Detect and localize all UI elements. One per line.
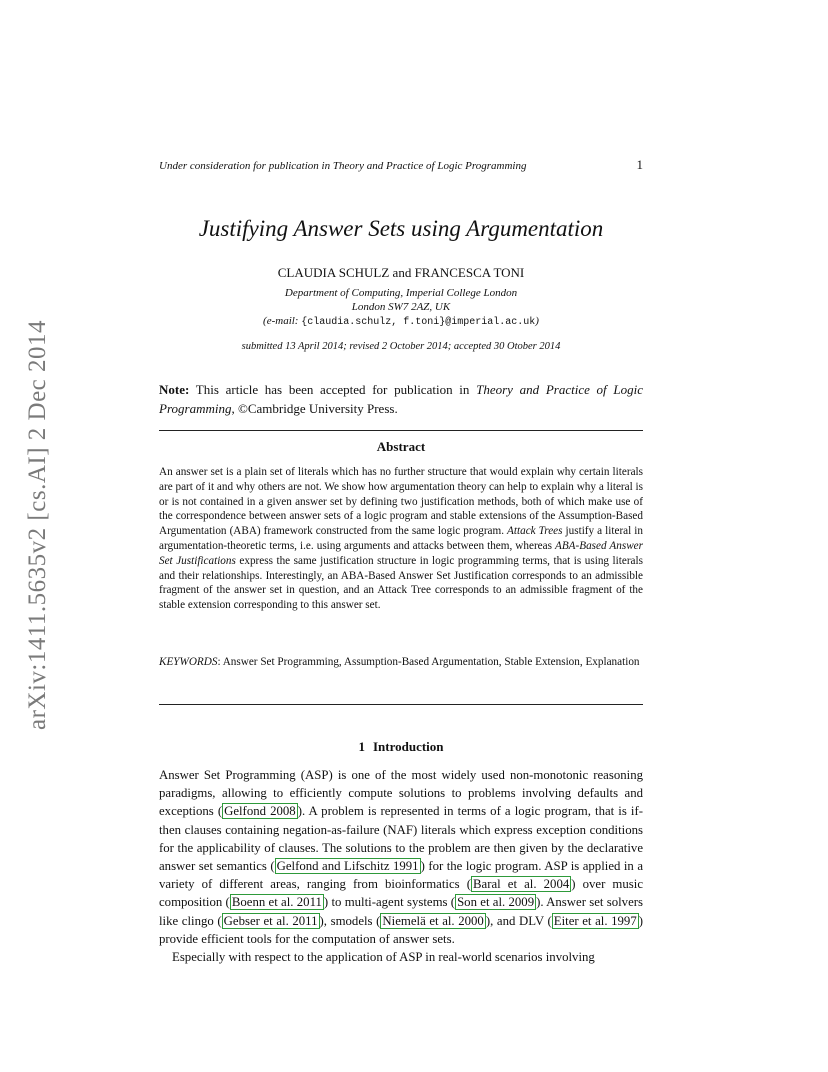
keywords: KEYWORDS: Answer Set Programming, Assumption-Based Argumentation, Stable Extension, Explanation <box>159 656 640 668</box>
citation-link[interactable]: Niemelä et al. 2000 <box>382 913 484 928</box>
intro-paragraph-2: Especially with respect to the application of ASP in real-world scenarios involving <box>172 950 595 965</box>
paper-title: Justifying Answer Sets using Argumentation <box>198 216 604 241</box>
section-title: Introduction <box>372 739 444 754</box>
section-number: 1 <box>358 739 365 754</box>
email-line: (e-mail: {claudia.schulz, f.toni}@imperial.ac.uk) <box>263 315 539 328</box>
divider-bottom <box>159 704 643 705</box>
introduction-text <box>159 766 643 966</box>
abstract-body: An answer set is a plain set of literals which has no further structure that would explain why certain literals are part of it and why others are not. We show how argumentation theory can help to explain why a literal is or is not contained in a given answer set by defining two justification methods, both of which make use of the correspondence between answer sets of a logic program and stable extensions of the Assumption-Based Argumentation (ABA) framework constructed from the same logic program. Attack Trees justify a literal in argumentation-theoretic terms, i.e. using arguments and attacks between them, whereas ABA-Based Answer Set Justifications express the same justification structure in logic programming terms, that is using literals and their relationships. Interestingly, an ABA-Based Answer Set Justification corresponds to an admissible fragment of the answer set in question, and an Attack Tree corresponds to an admissible fragment of the stable extension corresponding to this answer set. <box>159 466 643 612</box>
citation-link[interactable]: Boenn et al. 2011 <box>231 895 322 910</box>
running-head-text: Under consideration for publication in Theory and Practice of Logic Programming <box>159 160 527 172</box>
section-heading <box>159 739 643 755</box>
keywords-label: KEYWORDS <box>159 656 218 668</box>
citation-link[interactable]: Eiter et al. 1997 <box>553 913 637 928</box>
authors: CLAUDIA SCHULZ and FRANCESCA TONI <box>277 265 525 280</box>
arxiv-id: arXiv:1411.5635v2 [cs.AI] 2 Dec 2014 <box>24 319 52 731</box>
note-label: Note: <box>159 382 190 397</box>
citation-link[interactable]: Son et al. 2009 <box>457 895 535 910</box>
affiliation <box>159 286 643 330</box>
affiliation-line-1: Department of Computing, Imperial College London <box>284 287 518 299</box>
email-address: {claudia.schulz, f.toni}@imperial.ac.uk <box>301 317 536 328</box>
citation-link[interactable]: Gelfond 2008 <box>224 804 296 819</box>
abstract-heading: Abstract <box>376 439 426 454</box>
divider-top <box>159 430 643 431</box>
citation-link[interactable]: Gelfond and Lifschitz 1991 <box>276 859 419 874</box>
citation-link[interactable]: Baral et al. 2004 <box>473 877 570 892</box>
submission-dates: submitted 13 April 2014; revised 2 October 2014; accepted 30 Otober 2014 <box>241 341 561 352</box>
running-header <box>159 157 643 173</box>
page-number: 1 <box>636 157 643 172</box>
term-aba-justifications: ABA-Based Answer Set Justifications <box>159 539 643 567</box>
arxiv-sidebar-stamp <box>12 300 64 750</box>
journal-name: Theory and Practice of Logic Programming <box>159 382 643 416</box>
affiliation-line-2: London SW7 2AZ, UK <box>351 301 451 313</box>
term-attack-trees: Attack Trees <box>507 525 563 538</box>
intro-paragraph-1: Answer Set Programming (ASP) is one of the most widely used non-monotonic reasoning paradigms, allowing to efficiently compute solutions to problems involving defaults and exceptions ( Gelfond 2008 ). A problem is represented in terms of a logic program, that is if-then clauses containing negation-as-failure (NAF) literals which express exception conditions for the applicability of clauses. The solutions to the problem are then given by the declarative answer set semantics ( Gelfond and Lifschitz 1991 ) for the logic program. ASP is applied in a variety of different areas, ranging from bioinformatics ( Baral et al. 2004 ) over music composition ( Boenn et al. 2011 ) to multi-agent systems ( Son et al. 2009 ). Answer set solvers like clingo ( Gebser et al. 2011 ), smodels ( Niemelä et al. 2000 ), and DLV ( Eiter et al. 1997 ) provide efficient tools for the computation of answer sets. <box>159 768 644 946</box>
publication-note: Note: This article has been accepted for publication in Theory and Practice of Logic Programming, ©Cambridge University Press. <box>159 382 643 416</box>
citation-link[interactable]: Gebser et al. 2011 <box>223 913 318 928</box>
